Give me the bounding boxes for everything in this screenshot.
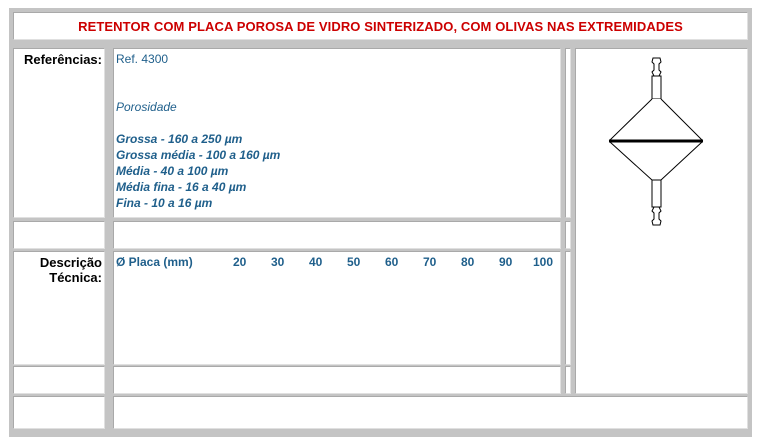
top-stem	[652, 76, 661, 99]
diameter-value: 20	[233, 255, 247, 269]
top-olive-tip	[652, 58, 661, 76]
porosity-item: Fina - 10 a 16 µm	[116, 196, 213, 210]
diameter-value: 80	[461, 255, 475, 269]
empty-label-cell	[13, 366, 105, 394]
reference-code: Ref. 4300	[116, 52, 169, 66]
title-cell	[13, 12, 748, 40]
technical-label-line2: Técnica:	[49, 270, 102, 285]
bottom-olive-tip	[652, 207, 661, 225]
spacer-cell	[565, 251, 571, 365]
product-table	[9, 8, 752, 437]
porosity-item: Média fina - 16 a 40 µm	[116, 180, 247, 194]
technical-label-cell	[13, 251, 105, 365]
references-content-cell	[113, 48, 561, 218]
product-title: RETENTOR COM PLACA POROSA DE VIDRO SINTERIZADO, COM OLIVAS NAS EXTREMIDADES	[78, 19, 683, 34]
porosity-item: Grossa média - 100 a 160 µm	[116, 148, 281, 162]
porosity-item: Média - 40 a 100 µm	[116, 164, 229, 178]
porosity-item: Grossa - 160 a 250 µm	[116, 132, 243, 146]
porosity-heading: Porosidade	[116, 100, 177, 114]
references-label-cell	[13, 48, 105, 218]
spacer-cell	[565, 221, 571, 249]
technical-label-line1: Descrição	[39, 255, 102, 270]
spacer-cell	[565, 366, 571, 394]
empty-content-cell	[113, 221, 561, 249]
diameter-value: 50	[347, 255, 361, 269]
lower-cone	[610, 142, 702, 180]
diameter-value: 70	[423, 255, 437, 269]
plate-diameter-label: Ø Placa (mm)	[116, 255, 193, 269]
spacer-cell	[565, 48, 571, 218]
diameter-value: 60	[385, 255, 399, 269]
upper-cone	[610, 99, 702, 140]
diameter-value: 30	[271, 255, 285, 269]
diameter-value: 40	[309, 255, 323, 269]
technical-content-cell	[113, 251, 561, 365]
references-label: Referências:	[23, 52, 102, 67]
bottom-stem	[652, 180, 661, 207]
bottom-content-cell	[113, 396, 748, 429]
empty-content-cell	[113, 366, 561, 394]
diameter-value: 90	[499, 255, 513, 269]
empty-label-cell	[13, 221, 105, 249]
bottom-label-cell	[13, 396, 105, 429]
image-cell	[575, 48, 748, 394]
filter-retainer-illustration	[576, 49, 749, 395]
diameter-value: 100	[533, 255, 554, 269]
